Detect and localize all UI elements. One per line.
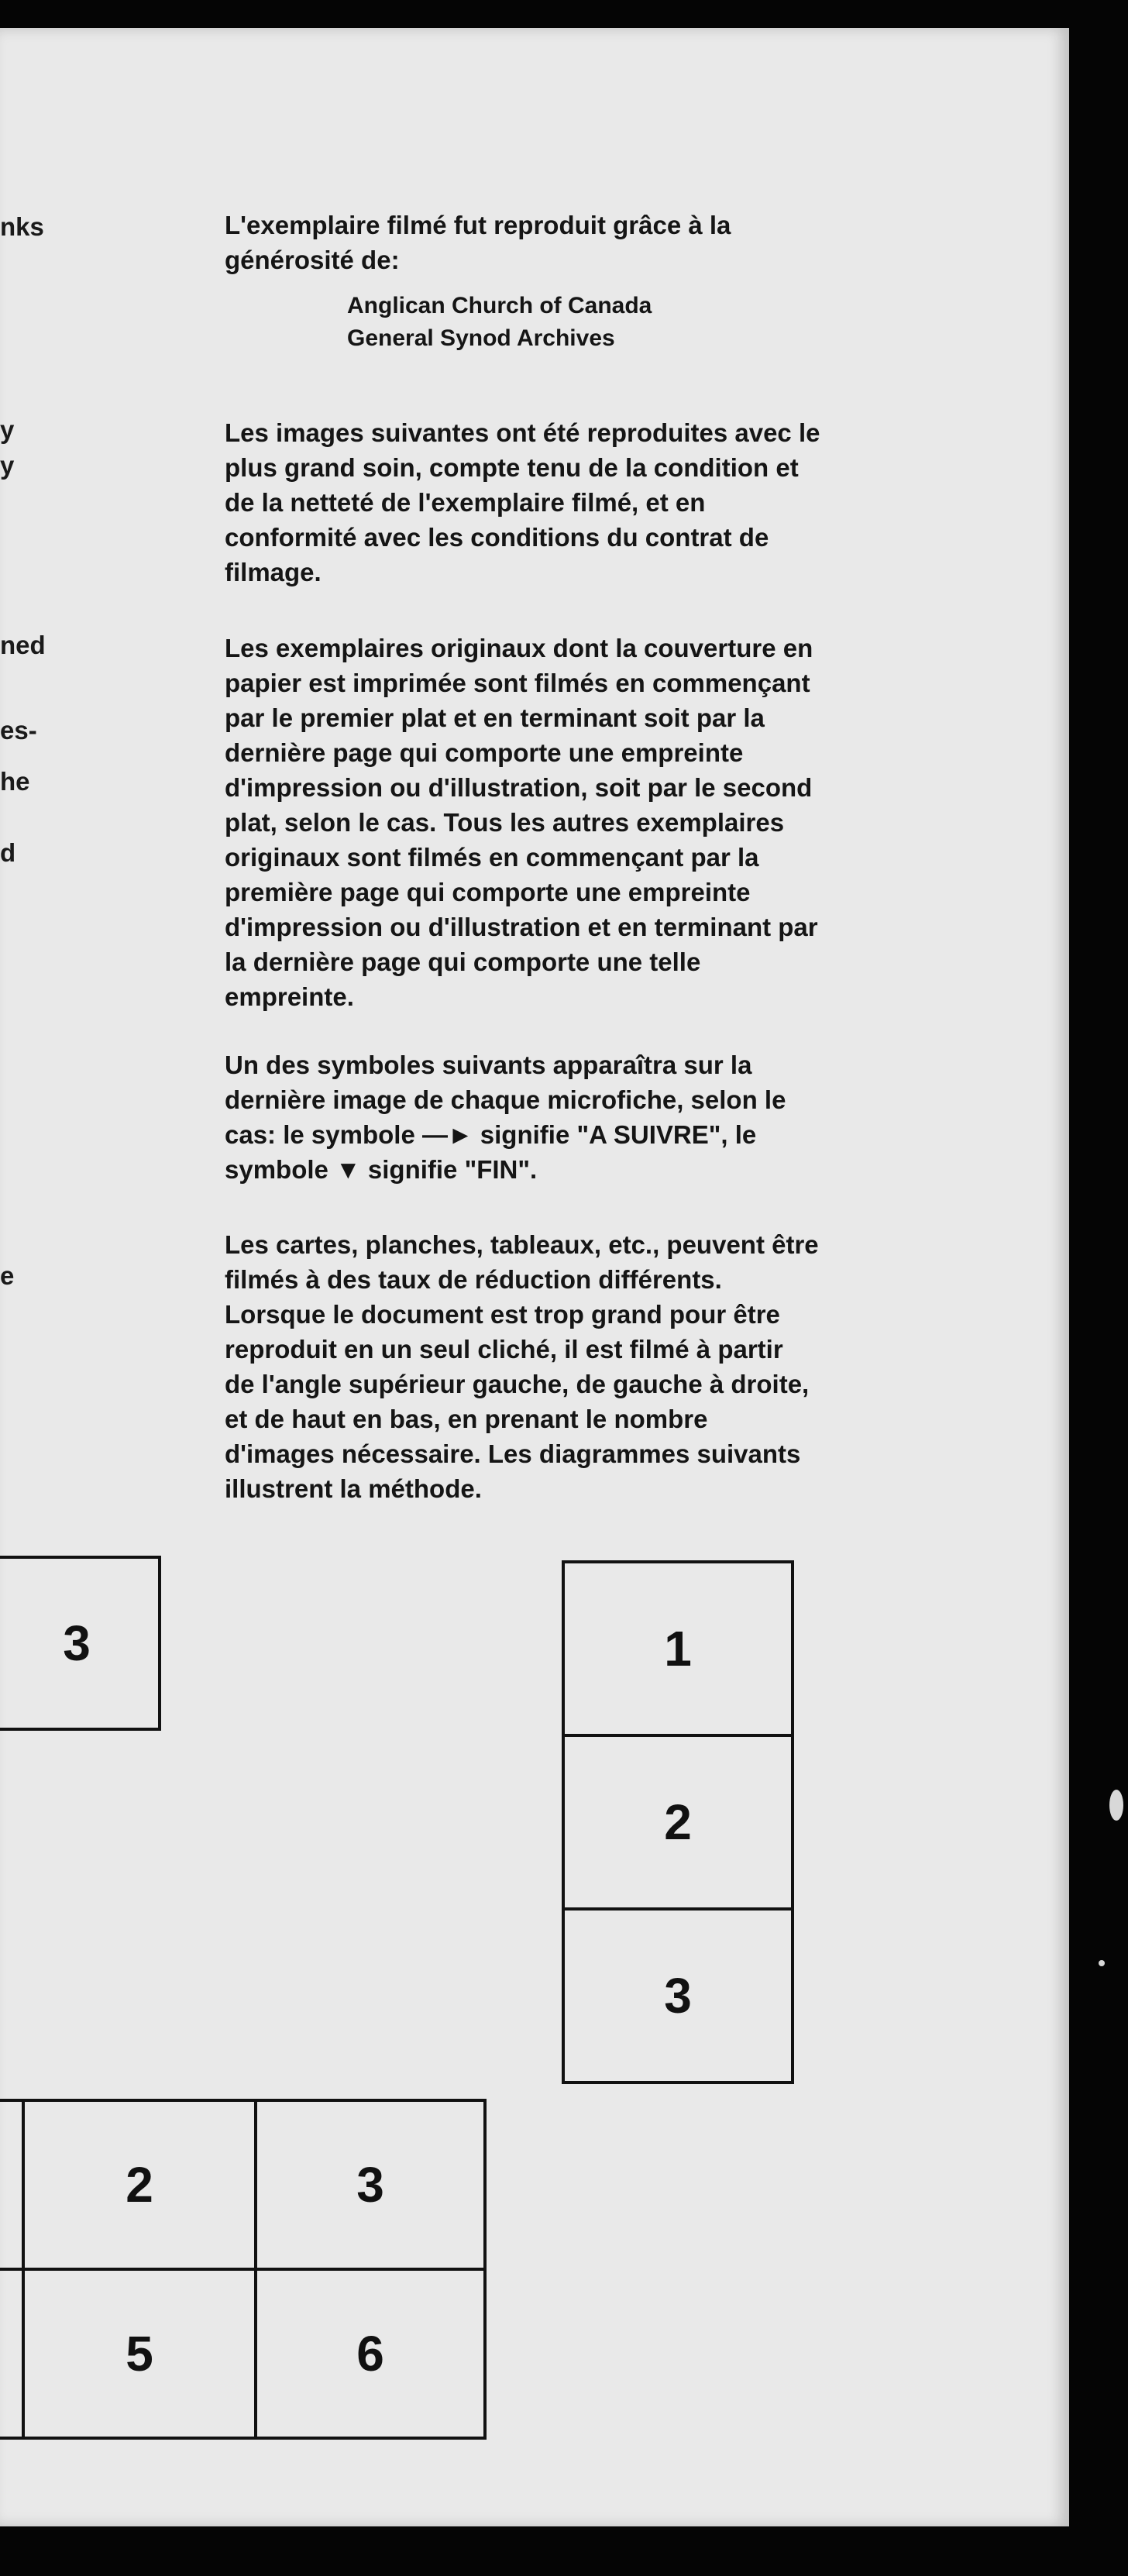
diagram-column-cell: 1	[562, 1560, 794, 1737]
paragraph-originals: Les exemplaires originaux dont la couverture en papier est imprimée sont filmés en commençant par le premier plat et en terminant soit par la dernière page qui comporte une empreinte d'impression ou d'illustration, soit par le second plat, selon le cas. Tous les autres exemplaires originaux sont filmés en commençant par la première page qui comporte une empreinte d'impression ou d'illustration et en terminant par la dernière page qui comporte une telle empreinte.	[225, 634, 818, 1011]
left-margin-fragment: y	[0, 451, 15, 480]
left-margin-fragment: es-	[0, 716, 37, 745]
diagram-row-cell: 3	[0, 1556, 161, 1731]
intro-text: L'exemplaire filmé fut reproduit grâce à la générosité de:	[225, 211, 731, 274]
diagram-grid-cell: 6	[254, 2268, 487, 2440]
diagram-grid-cell: 2	[22, 2099, 257, 2271]
left-margin-fragment: y	[0, 415, 15, 444]
institution-credit: Anglican Church of Canada General Synod Archives	[347, 293, 652, 351]
diagram-grid-cell: 5	[22, 2268, 257, 2440]
left-margin-fragment: d	[0, 838, 16, 867]
film-speck	[1109, 1790, 1123, 1821]
paragraph-maps: Les cartes, planches, tableaux, etc., peuvent être filmés à des taux de réduction différents. Lorsque le document est trop grand pour être reproduit en un seul cliché, il est filmé à partir de l'angle supérieur gauche, de gauche à droite, et de haut en bas, en prenant le nombre d'images nécessaire. Les diagrammes suivants illustrent la méthode.	[225, 1230, 819, 1503]
diagram-column-cell: 3	[562, 1907, 794, 2084]
diagram-grid-cell: 3	[254, 2099, 487, 2271]
left-margin-fragment: nks	[0, 212, 44, 241]
left-margin-fragment: ned	[0, 631, 46, 659]
paragraph-symbols: Un des symboles suivants apparaîtra sur la dernière image de chaque microfiche, selon le cas: le symbole —► signifie "A SUIVRE", le symbole ▼ signifie "FIN".	[225, 1051, 786, 1184]
paragraph-care: Les images suivantes ont été reproduites avec le plus grand soin, compte tenu de la condition et de la netteté de l'exemplaire filmé, et en conformité avec les conditions du contrat de filmage.	[225, 418, 820, 586]
diagram-column-cell: 2	[562, 1734, 794, 1911]
film-speck	[1099, 1960, 1105, 1966]
left-margin-fragment: he	[0, 767, 30, 796]
left-margin-fragment: e	[0, 1261, 15, 1290]
page	[0, 28, 1069, 2526]
